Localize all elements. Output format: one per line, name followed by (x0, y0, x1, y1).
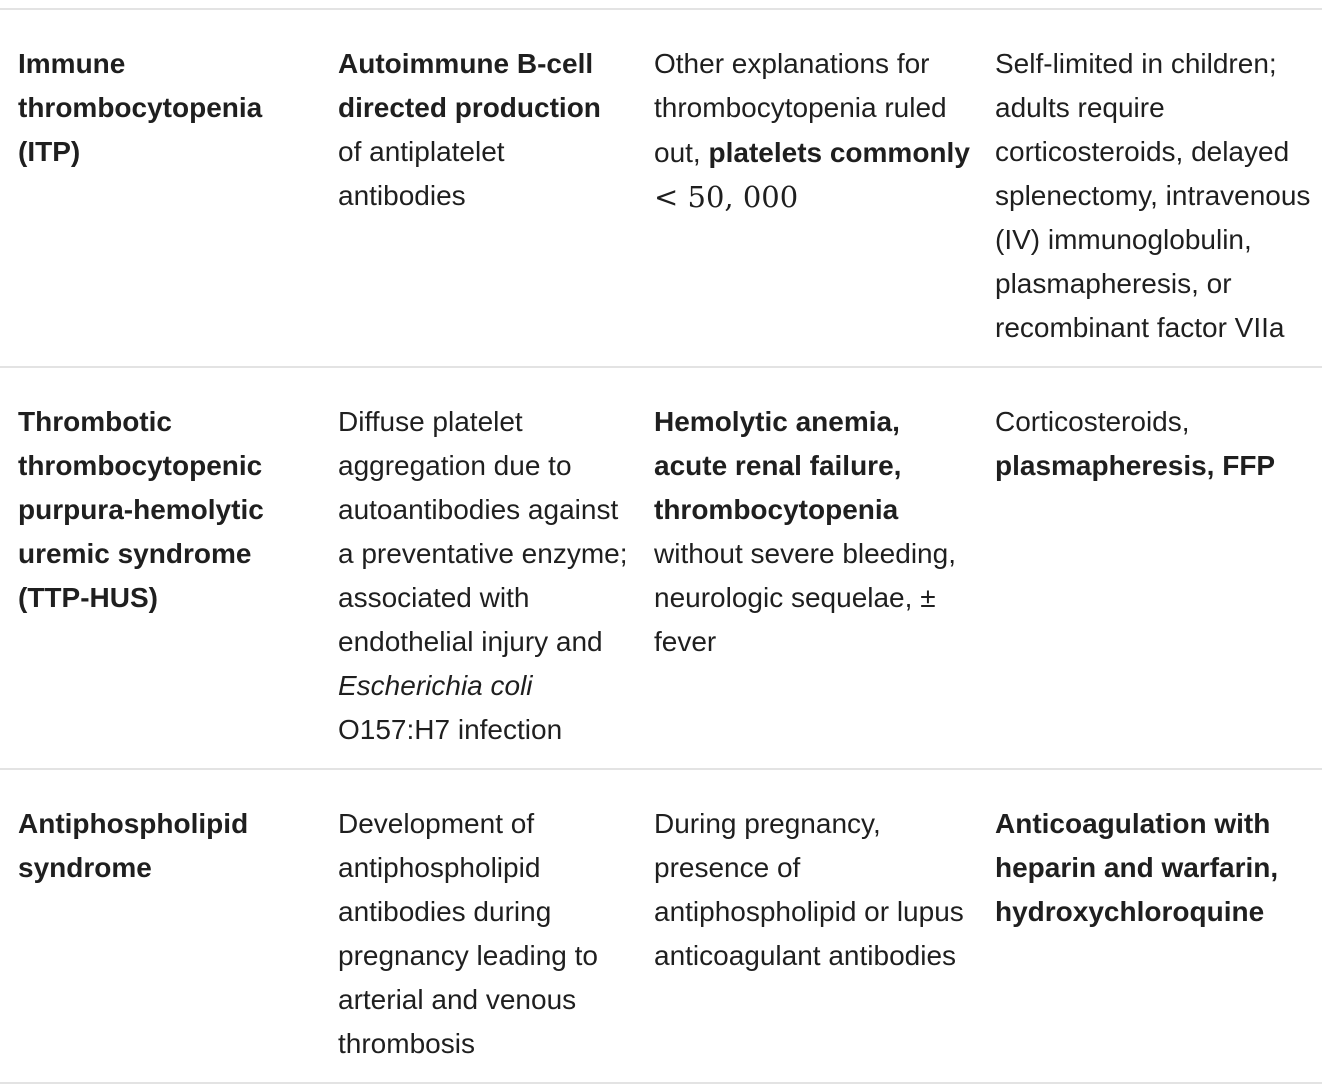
pathophysiology-cell (320, 400, 636, 768)
pathophysiology-text: Diffuse platelet aggregation due to autoantibodies against a preventative enzyme; associated with endothelial injury and (338, 406, 628, 657)
platelet-threshold-math: < 50, 000 (654, 180, 799, 214)
diagnosis-bold-text: platelets commonly (708, 137, 970, 168)
pathophysiology-cell (320, 42, 636, 366)
treatment-cell: Self-limited in children; adults require corticosteroids, delayed splenectomy, intravenous (IV) immunoglobulin, plasmapheresis, or recombinant factor VIIa (995, 48, 1311, 343)
pathogen-italic-text: Escherichia coli (338, 670, 533, 701)
disorder-name-cell: Immune thrombocytopenia (ITP) (18, 48, 263, 167)
treatment-cell: Anticoagulation with heparin and warfarin, hydroxychloroquine (995, 808, 1279, 927)
table-row (0, 770, 1322, 1084)
table-row (0, 10, 1322, 368)
diagnosis-cell: During pregnancy, presence of antiphospholipid or lupus anticoagulant antibodies (654, 808, 964, 971)
diagnosis-text: without severe bleeding, neurologic sequelae, ± fever (654, 538, 956, 657)
diagnosis-bold-text: Hemolytic anemia, acute renal failure, thrombocytopenia (654, 406, 902, 525)
treatment-cell (977, 400, 1322, 768)
diagnosis-cell (636, 400, 977, 768)
treatment-bold-text: plasmapheresis, FFP (995, 450, 1276, 481)
disorder-name-cell: Antiphospholipid syndrome (18, 808, 249, 883)
pathophysiology-cell: Development of antiphospholipid antibodies during pregnancy leading to arterial and venous thrombosis (338, 808, 598, 1059)
disorders-table (0, 8, 1322, 1084)
treatment-text: Corticosteroids, (995, 406, 1190, 437)
pathophysiology-tail-text: O157:H7 infection (338, 714, 563, 745)
pathophysiology-text: of antiplatelet antibodies (338, 136, 505, 211)
table-row (0, 368, 1322, 770)
pathophysiology-bold-text: Autoimmune B-cell directed production (338, 48, 601, 123)
diagnosis-text: Other explanations for thrombocytopenia ruled out, (654, 48, 947, 168)
disorder-name-cell: Thrombotic thrombocytopenic purpura-hemolytic uremic syndrome (TTP-HUS) (18, 406, 264, 613)
diagnosis-cell (636, 42, 977, 366)
